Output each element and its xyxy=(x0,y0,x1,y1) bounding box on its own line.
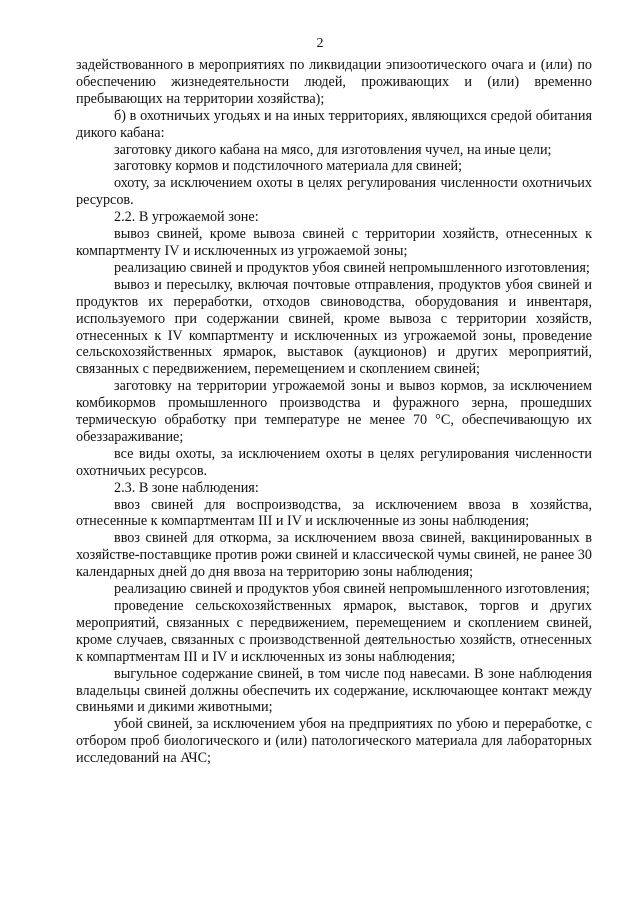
page-number: 2 xyxy=(316,36,324,51)
paragraph: убой свиней, за исключением убоя на предприятиях по убою и переработке, с отбором проб биологического и (или) патологического материала для лабораторных исследований на АЧС; xyxy=(76,716,592,767)
paragraph: все виды охоты, за исключением охоты в целях регулирования численности охотничьих ресурсов. xyxy=(76,445,592,479)
paragraph: охоту, за исключением охоты в целях регулирования численности охотничьих ресурсов. xyxy=(76,175,592,209)
section-heading: 2.3. В зоне наблюдения: xyxy=(114,479,259,496)
paragraph: б) в охотничьих угодьях и на иных территориях, являющихся средой обитания дикого кабана: xyxy=(76,107,592,141)
paragraph: ввоз свиней для откорма, за исключением ввоза свиней, вакцинированных в хозяйстве-поставщике против рожи свиней и классической чумы свиней, не ранее 30 календарных дней до дня ввоза на территорию зоны наблюдения; xyxy=(76,530,592,581)
paragraph: вывоз свиней, кроме вывоза свиней с территории хозяйств, отнесенных к компартменту IV и исключенных из угрожаемой зоны; xyxy=(76,226,592,259)
paragraph: реализацию свиней и продуктов убоя свиней непромышленного изготовления; xyxy=(114,259,590,276)
paragraph: заготовку кормов и подстилочного материала для свиней; xyxy=(114,158,463,175)
document-body xyxy=(76,57,592,767)
paragraph: выгульное содержание свиней, в том числе под навесами. В зоне наблюдения владельцы свиней должны обеспечить их содержание, исключающее контакт между свиньями и дикими животными; xyxy=(76,665,592,716)
paragraph: задействованного в мероприятиях по ликвидации эпизоотического очага и (или) по обеспечению жизнедеятельности людей, проживающих и (или) временно пребывающих на территории хозяйства); xyxy=(76,57,592,107)
paragraph: вывоз и пересылку, включая почтовые отправления, продуктов убоя свиней и продуктов их переработки, отходов свиноводства, оборудования и инвентаря, используемого при содержании свиней, кроме вывоза с территории хозяйств, отнесенных к IV компартменту и исключенных из угрожаемой зоны, проведение сельскохозяйственных ярмарок, выставок (аукционов) и других мероприятий, связанных с передвижением, перемещением и скоплением свиней; xyxy=(76,276,592,378)
paragraph: реализацию свиней и продуктов убоя свиней непромышленного изготовления; xyxy=(114,581,590,598)
paragraph: заготовку на территории угрожаемой зоны и вывоз кормов, за исключением комбикормов промышленного производства и фуражного зерна, прошедших термическую обработку при температуре не менее 70 °С, обеспечивающую их обеззараживание; xyxy=(76,378,592,445)
paragraph: заготовку дикого кабана на мясо, для изготовления чучел, на иные цели; xyxy=(114,141,552,158)
paragraph: проведение сельскохозяйственных ярмарок, выставок, торгов и других мероприятий, связанных с передвижением, перемещением и скоплением свиней, кроме случаев, связанных с производственной деятельностью хозяйств, отнесенных к компартментам III и IV и исключенных из зоны наблюдения; xyxy=(76,598,592,665)
paragraph: ввоз свиней для воспроизводства, за исключением ввоза в хозяйства, отнесенные к компартментам III и IV и исключенные из зоны наблюдения; xyxy=(76,496,592,530)
section-heading: 2.2. В угрожаемой зоне: xyxy=(114,209,259,226)
